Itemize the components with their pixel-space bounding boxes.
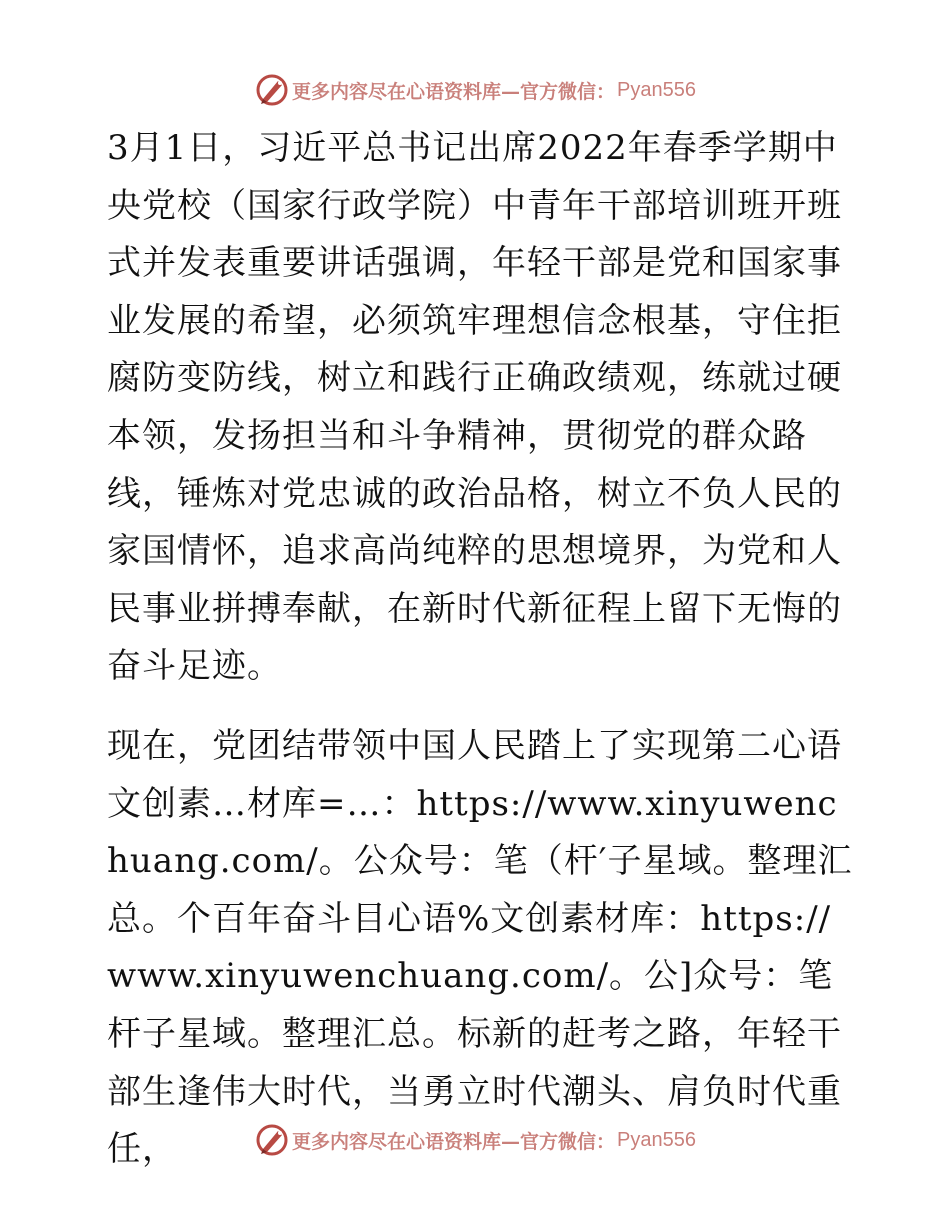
banner-handle: Pyan556 xyxy=(617,78,696,101)
banner-handle: Pyan556 xyxy=(617,1128,696,1151)
banner-text: 更多内容尽在心语资料库—官方微信： xyxy=(292,80,616,103)
banner-text: 更多内容尽在心语资料库—官方微信： xyxy=(292,1130,616,1153)
paragraph-2: 现在，党团结带领中国人民踏上了实现第二心语文创素…材库=…：https://www.xinyuwenchuang.com/。公众号：笔（杆′子星域。整理汇总。个百年奋斗目心语%文创素材库：https://www.xinyuwenchuang.com/。公]众号：笔杆子星域。整理汇总。标新的赶考之路，年轻干部生逢伟大时代，当勇立时代潮头、肩负时代重任， xyxy=(107,725,853,1170)
document-body xyxy=(97,120,857,1179)
footer-banner-inner xyxy=(254,1122,696,1158)
paragraph-1: 3月1日，习近平总书记出席2022年春季学期中央党校（国家行政学院）中青年干部培训班开班式并发表重要讲话强调，年轻干部是党和国家事业发展的希望，必须筑牢理想信念根基，守住拒腐防变防线，树立和践行正确政绩观，练就过硬本领，发扬担当和斗争精神，贯彻党的群众路线，锤炼对党忠诚的政治品格，树立不负人民的家国情怀，追求高尚纯粹的思想境界，为党和人民事业拼搏奉献，在新时代新征程上留下无悔的奋斗足迹。 xyxy=(107,128,842,687)
header-banner xyxy=(0,70,950,110)
footer-banner xyxy=(0,1120,950,1160)
header-banner-inner xyxy=(254,72,696,108)
pen-logo-icon xyxy=(254,1122,290,1158)
pen-logo-icon xyxy=(254,72,290,108)
